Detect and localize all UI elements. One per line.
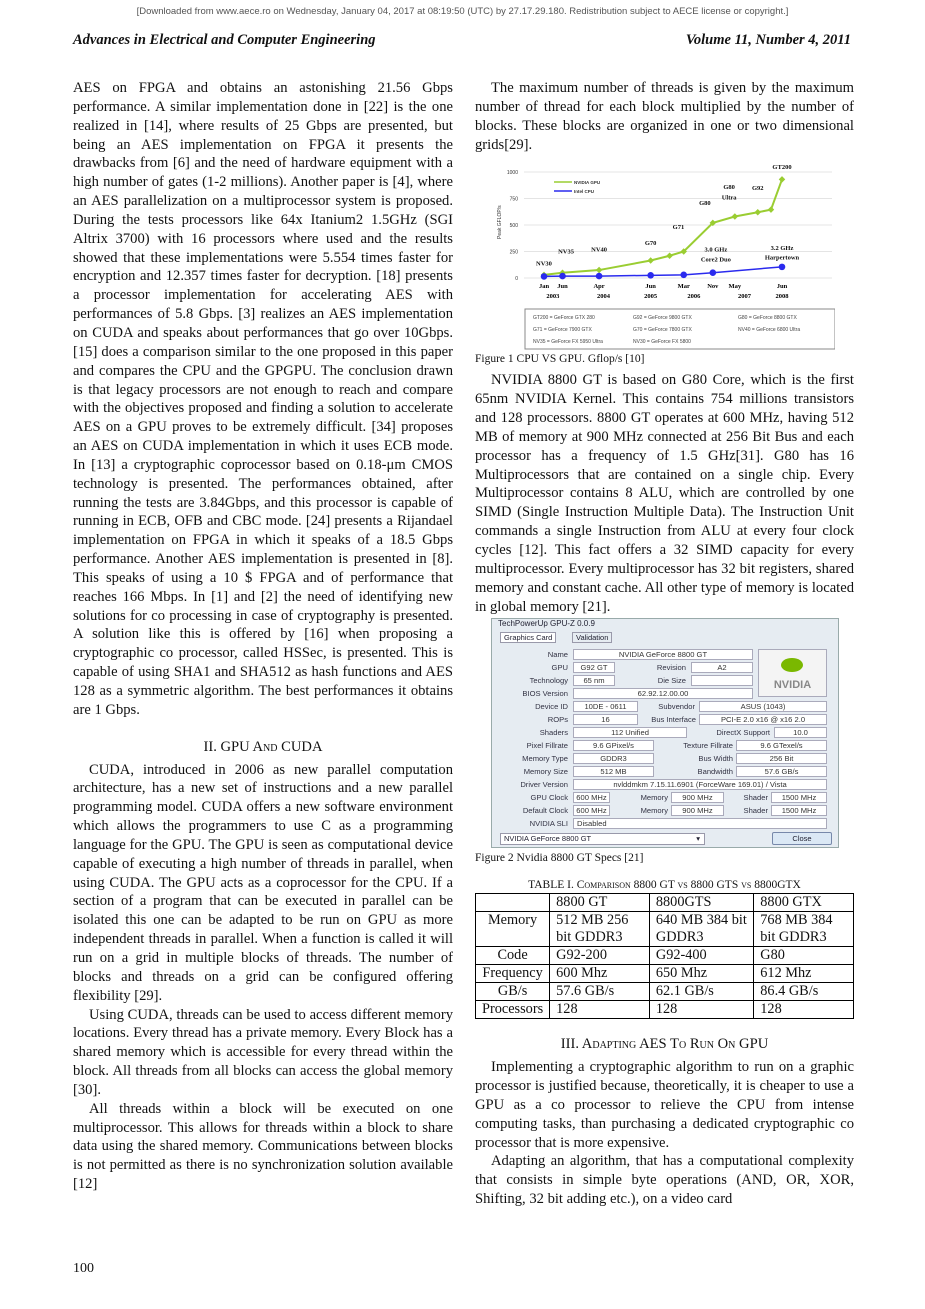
y-tick-label: 250 (509, 249, 518, 256)
comparison-table (475, 893, 854, 1019)
data-point (779, 177, 786, 184)
x-year-label: 2004 (597, 293, 610, 301)
table-cell (476, 894, 550, 912)
gpuz-row (492, 701, 838, 713)
gpuz-field: 900 MHz (671, 792, 724, 803)
y-tick-label: 1000 (506, 170, 518, 177)
legend-box-entry: G70 = GeForce 7800 GTX (633, 327, 692, 334)
table-row (476, 947, 854, 965)
gpuz-label: BIOS Version (522, 689, 568, 699)
table-cell: Frequency (476, 965, 550, 983)
table-row (476, 1001, 854, 1019)
x-tick-label: Mar (677, 283, 690, 291)
figure-1-chart (475, 160, 835, 352)
gpuz-field: ASUS (1043) (699, 701, 827, 712)
table-cell: Processors (476, 1001, 550, 1019)
gpuz-label: ROPs (547, 715, 568, 725)
gpuz-label: GPU Clock (530, 793, 568, 803)
data-point (541, 273, 548, 280)
table-cell: 768 MB 384 bit GDDR3 (754, 912, 854, 947)
gpuz-label: Memory Type (522, 754, 568, 764)
dropdown-arrow-icon: ▾ (696, 834, 700, 844)
table-cell: Code (476, 947, 550, 965)
x-tick-label: May (728, 283, 742, 291)
table-cell: G92-400 (649, 947, 753, 965)
table-cell: 8800 GT (550, 894, 650, 912)
right-column (475, 79, 854, 1209)
point-annotation: Harpertown (764, 254, 800, 262)
gpuz-field: 10DE - 0611 (573, 701, 638, 712)
table-cell: 128 (754, 1001, 854, 1019)
gpuz-window (491, 618, 839, 848)
data-point (559, 273, 566, 280)
point-annotation: NV35 (558, 248, 574, 256)
data-point (680, 272, 687, 279)
table-caption-text: TABLE I. Comparison 8800 GT vs 8800 GTS vs 8800GTX (528, 879, 801, 892)
point-annotation: NV40 (591, 246, 608, 254)
table-row (476, 983, 854, 1001)
data-point (596, 267, 603, 274)
gpuz-label: Shader (743, 793, 768, 803)
gpu-select-value: NVIDIA GeForce 8800 GT (504, 834, 592, 844)
x-tick-label: Jun (645, 283, 656, 291)
journal-title: Advances in Electrical and Computer Engineering (73, 32, 376, 48)
x-year-label: 2006 (687, 293, 701, 301)
table-cell: G92-200 (550, 947, 650, 965)
point-annotation: G70 (644, 240, 657, 248)
legend-box-entry: G92 = GeForce 9800 GTX (633, 315, 692, 322)
y-tick-label: 500 (509, 223, 518, 230)
table-cell: GB/s (476, 983, 550, 1001)
figure-1-caption: Figure 1 CPU VS GPU. Gflop/s [10] (475, 353, 645, 366)
point-annotation: 3.0 GHz (704, 246, 728, 254)
x-year-label: 2007 (738, 293, 752, 301)
x-tick-label: Jun (776, 283, 788, 291)
point-annotation: G71 (672, 224, 685, 232)
x-tick-label: Jan (538, 283, 550, 291)
section-heading (475, 1035, 854, 1054)
data-point (647, 272, 654, 279)
gpuz-field: G92 GT (573, 662, 615, 673)
legend-box-entry: NV35 = GeForce FX 5950 Ultra (533, 339, 603, 346)
x-tick-label: Nov (707, 283, 719, 291)
gpuz-field: nvlddmkm 7.15.11.6901 (ForceWare 169.01) / Vista (573, 779, 827, 790)
gpuz-row (492, 688, 838, 700)
gpuz-field: 65 nm (573, 675, 615, 686)
table-cell: 640 MB 384 bit GDDR3 (649, 912, 753, 947)
gpuz-label: Revision (656, 663, 686, 673)
volume-info: Volume 11, Number 4, 2011 (685, 32, 851, 48)
download-note: [Downloaded from www.aece.ro on Wednesday, January 04, 2017 at 08:19:50 (UTC) by 27.17.29.180. Redistribution subject to AECE license or copyright.] (136, 6, 789, 17)
gpuz-label: Bus Interface (651, 715, 696, 725)
legend-box-entry: GT200 = GeForce GTX 280 (533, 315, 595, 322)
table-cell: 86.4 GB/s (754, 983, 854, 1001)
legend-label: Intel CPU (574, 189, 595, 195)
x-year-label: 2008 (775, 293, 789, 301)
gpuz-label: Shader (743, 806, 768, 816)
gpuz-label: Default Clock (522, 806, 568, 816)
paragraph: Adapting an algorithm, that has a computational complexity that consists in simple byte operations (AND, OR, XOR, Shifting, 32 bit adding etc.), on a video card (475, 1153, 854, 1208)
paragraph: NVIDIA 8800 GT is based on G80 Core, which is the first 65nm NVIDIA Kernel. This contains 754 millions transistors and 128 processors. 8800 GT operates at 600 MHz, having 512 MB of memory at 900 MHz connected at 256 Bit Bus and each processor has a frequency of 1.5 GHz[31]. G80 has 16 Multiprocessors that are contained on a single chip. Every Multiprocessor contains 8 ALU, which are controlled by one SIMD (Single Instruction Multiple Data). The Instruction Unit commands a single Instruction from ALU at every four clock cycles [12]. This fact offers a 32 SIMD capacity for every multiprocessor. Every multiprocessor has 32 bit registers, shared memory and constant cache. All other type of memory is located in global memory [21]. (475, 372, 854, 615)
data-point (732, 214, 739, 221)
gpuz-label: Texture Fillrate (683, 741, 733, 751)
gpuz-label: Technology (529, 676, 568, 686)
gpuz-row (492, 714, 838, 726)
gpuz-label: NVIDIA SLI (529, 819, 568, 829)
gpuz-label: Driver Version (520, 780, 568, 790)
gpuz-field: 900 MHz (671, 805, 724, 816)
point-annotation: Ultra (721, 194, 737, 202)
paragraph: CUDA, introduced in 2006 as new parallel computation architecture, has a new set of instructions and a new parallel programming model. CUDA offers a new software environment which allows the programmers to use C as a programming language for the GPU. The GPU is seen as computational device capable of executing a high number of threads in parallel, when using CUDA. The GPU acts as a coprocessor for the CPU. If a section of a program that can be executed in parallel can be isolated this one can be adapted to be run on GPU as more independent threads in parallel. When a function is called it will run on a grid in multiple blocks of threads. The number of blocks and threads on a grid can be configured offering flexibility [29]. (73, 761, 453, 1004)
point-annotation: 3.2 GHz (770, 245, 794, 253)
legend-box-entry: G80 = GeForce 8800 GTX (738, 315, 797, 322)
table-row (476, 894, 854, 912)
gpuz-field: 112 Unified (573, 727, 687, 738)
table-cell: 57.6 GB/s (550, 983, 650, 1001)
table-cell: Memory (476, 912, 550, 947)
gpuz-field: 256 Bit (736, 753, 827, 764)
gpuz-label: Shaders (539, 728, 568, 738)
table-cell: 128 (649, 1001, 753, 1019)
data-point (779, 264, 786, 271)
gpuz-row (492, 675, 838, 687)
gpuz-row (492, 649, 838, 661)
logo-text: NVIDIA (773, 679, 812, 692)
x-year-label: 2005 (644, 293, 658, 301)
gpuz-label: Memory (640, 806, 668, 816)
gpuz-field: 1500 MHz (771, 792, 827, 803)
window-title: TechPowerUp GPU-Z 0.0.9 (498, 619, 595, 629)
table-cell: 128 (550, 1001, 650, 1019)
gpuz-field: 512 MB (573, 766, 654, 777)
gpuz-label: Memory Size (523, 767, 568, 777)
gpuz-field: 16 (573, 714, 638, 725)
gpuz-label: Name (547, 650, 568, 660)
tab-graphics-card[interactable]: Graphics Card (500, 632, 556, 643)
legend-box-entry: G71 = GeForce 7900 GTX (533, 327, 592, 334)
paragraph: The maximum number of threads is given by the maximum number of thread for each block multiplied by the number of blocks. These blocks are organized in one or two dimensional grids[29]. (475, 80, 854, 153)
table-cell: G80 (754, 947, 854, 965)
page-number: 100 (73, 1261, 94, 1277)
table-row (476, 912, 854, 947)
gpuz-field: GDDR3 (573, 753, 654, 764)
gpuz-row (492, 805, 838, 817)
x-tick-label: Apr (593, 283, 605, 291)
point-annotation: NV30 (536, 260, 552, 268)
gpuz-field[interactable]: Disabled (573, 818, 827, 829)
x-year-label: 2003 (546, 293, 560, 301)
table-cell: 600 Mhz (550, 965, 650, 983)
gpuz-field (691, 675, 753, 686)
table-cell: 8800GTS (649, 894, 753, 912)
data-point (666, 253, 673, 260)
y-tick-label: 0 (515, 276, 518, 283)
table-cell: 62.1 GB/s (649, 983, 753, 1001)
gpuz-label: Bus Width (698, 754, 733, 764)
gpuz-row (492, 727, 838, 739)
gpuz-field: 10.0 (774, 727, 827, 738)
section-heading (73, 738, 453, 757)
gpuz-field: 1500 MHz (771, 805, 827, 816)
table-cell: 8800 GTX (754, 894, 854, 912)
data-point (647, 258, 654, 265)
gpuz-label: DirectX Support (716, 728, 770, 738)
left-column (73, 79, 453, 1279)
data-point (768, 207, 775, 214)
data-point (755, 209, 762, 216)
point-annotation: G92 (751, 185, 764, 193)
paragraph: All threads within a block will be executed on one multiprocessor. This allows for threads within a block to share data using the shared memory. Communications between blocks is not permitted as there is no synchronization solution available [12] (73, 1100, 453, 1193)
point-annotation: G80 (699, 200, 711, 208)
data-point (710, 270, 717, 277)
table-cell: 612 Mhz (754, 965, 854, 983)
gpuz-row (492, 753, 838, 765)
tab-validation[interactable]: Validation (572, 632, 612, 643)
close-button[interactable]: Close (772, 832, 832, 845)
paragraph: AES on FPGA and obtains an astonishing 21.56 Gbps performance. A similar implementation done in [22] is the one realized in [14], where results of 25 Gbps are presented, but being an AES implementation on FPGA it presents the drawbacks from [6] and the need of hardware equipment with a high number of gates (1-2 millions). Another paper is [4], where an AES parallelization on a multiprocessor system is proposed. During the tests processors like 64x Itanium2 1.5GHz (SGI Altrix 3700) with 16 processors where used and the results showed that these implementations were 5.554 times faster for encryption and 12.357 times faster for decryption. [18] presents a processor implementation for accelerating AES with performances of 5.8 Gbps. [3] realizes an AES implementation on CUDA and speaks about performances that go over 10Gbps. [15] does a comparison similar to the one proposed in this paper and compares the CPU and the GPGPU. The conclusion drawn is that legacy processors are not enough to reach and compare with the objectives proposed and finding a solution to accelerate AES on a GPU proves to be extremely difficult. [34] proposes an AES on CUDA implementation in which it uses ECB mode. In [13] a cryptographic coprocessor based on 0.18-μm CMOS technology is presented. The performances obtained, after running the tests are 3.84Gbps, and this processor is capable of running in ECB, OFB and CBC mode. [24] presents a Rijandael implementation on FPGA in which it speaks of a 18.5 Gbps performance. Another AES implementation is presented in [8]. This speaks of using a 10 $ FPGA and of performance that reaches 166 Mbps. In [1] and [2] the need of identifying new solutions for co processing in case of cryptography is presented. A solution like this is offered by [16] when proposing a cryptographic co processor, called HSSec, is presented. This is capable of using SHA1 and SHA512 as hash functions and AES 128 as a symmetric algorithm. The best performances it obtains are 1 Gbps. (73, 80, 453, 718)
gpuz-field: A2 (691, 662, 753, 673)
gpuz-row (492, 766, 838, 778)
gpuz-field: 600 MHz (573, 792, 610, 803)
point-annotation: Core2 Duo (700, 256, 731, 264)
gpuz-field: PCI-E 2.0 x16 @ x16 2.0 (699, 714, 827, 725)
gpuz-row (492, 740, 838, 752)
gpuz-field: 9.6 GTexel/s (736, 740, 827, 751)
x-tick-label: Jun (557, 283, 568, 291)
gpuz-label: Pixel Fillrate (526, 741, 568, 751)
gpuz-row (492, 662, 838, 674)
point-annotation: G80 (723, 184, 735, 192)
gpu-select[interactable] (500, 833, 705, 845)
gpuz-row (492, 792, 838, 804)
point-annotation: GT200 (772, 164, 792, 172)
paragraph: Using CUDA, threads can be used to access different memory locations. Every thread has a private memory. Every Block has a shared memory which is accessible for every thread within the block. All threads from all blocks can access the global memory [30]. (73, 1006, 453, 1098)
legend-box-entry: NV40 = GeForce 6800 Ultra (738, 327, 801, 334)
section-title: II. GPU And CUDA (203, 738, 323, 755)
y-axis-label: Peak GFLOP/s (497, 205, 503, 240)
table-cell: 512 MB 256 bit GDDR3 (550, 912, 650, 947)
legend-label: NVIDIA GPU (574, 180, 601, 186)
y-tick-label: 750 (509, 196, 518, 203)
gpuz-label: GPU (551, 663, 568, 673)
gpuz-field: 57.6 GB/s (736, 766, 827, 777)
gpuz-label: Subvendor (658, 702, 695, 712)
gpuz-label: Die Size (657, 676, 686, 686)
section-title: III. Adapting AES To Run On GPU (560, 1036, 769, 1053)
gpuz-label: Bandwidth (697, 767, 733, 777)
gpuz-label: Device ID (535, 702, 568, 712)
table-caption (475, 878, 854, 892)
paragraph: Implementing a cryptographic algorithm to run on a graphic processor is justified because, theoretically, it is cheaper to use a GPU as a co processor to relieve the CPU from intense computing tasks, than purchasing a dedicated cryptographic co processor that is more expensive. (475, 1059, 854, 1151)
legend-box-entry: NV30 = GeForce FX 5800 (633, 339, 691, 346)
table-cell: 650 Mhz (649, 965, 753, 983)
gpuz-field: 600 MHz (573, 805, 610, 816)
data-point (596, 273, 603, 280)
figure-2-caption: Figure 2 Nvidia 8800 GT Specs [21] (475, 852, 644, 865)
gpuz-row (492, 818, 838, 830)
gpuz-field: NVIDIA GeForce 8800 GT (573, 649, 753, 660)
gpuz-row (492, 779, 838, 791)
gpuz-field: 62.92.12.00.00 (573, 688, 753, 699)
gpuz-field: 9.6 GPixel/s (573, 740, 654, 751)
table-row (476, 965, 854, 983)
gpuz-label: Memory (640, 793, 668, 803)
